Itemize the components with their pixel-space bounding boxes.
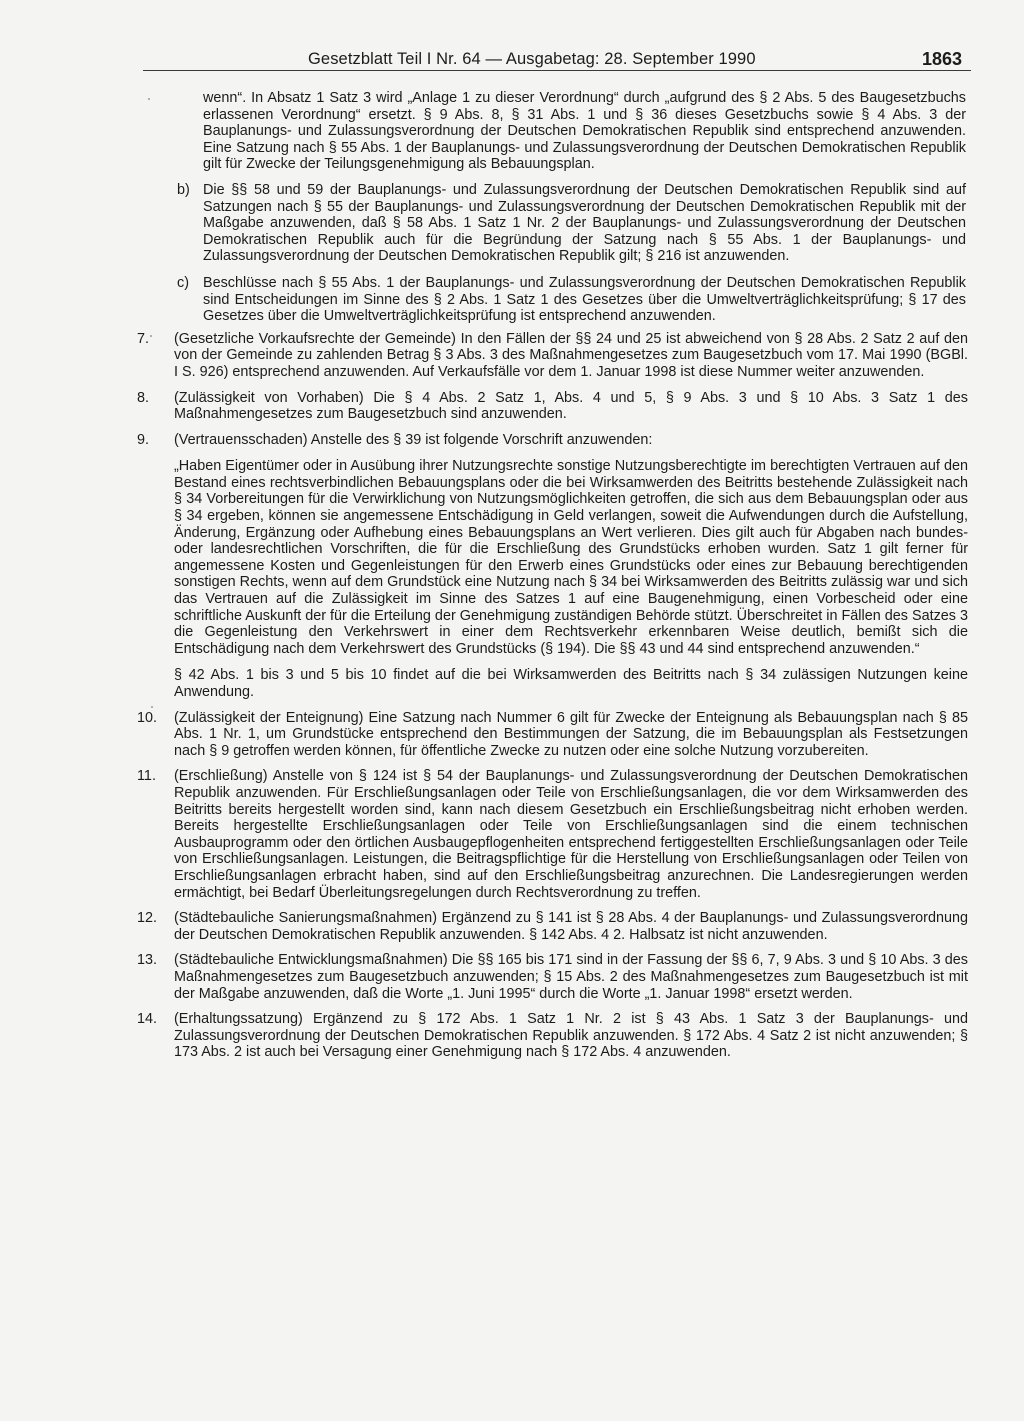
item-text: (Erhaltungssatzung) Ergänzend zu § 172 Abs. 1 Satz 1 Nr. 2 ist § 43 Abs. 1 Satz 3 der Bauplanungs- und Zulassungsverordnung der Deutschen Demokratischen Republik anzuwenden. § 172 Abs. 4 Satz 2 ist nicht anzuwenden; § 173 Abs. 2 ist auch bei Versagung einer Genehmigung nach § 172 Abs. 4 anzuwenden. bbox=[174, 1011, 968, 1061]
quoted-provision: „Haben Eigentümer oder in Ausübung ihrer Nutzungsrechte sonstige Nutzungsberechtigte im berechtigten Vertrauen auf den Bestand eines rechtsverbindlichen Bebauungsplans oder die bei Wirksamwerden des Beitritts bestehende Zulässigkeit nach § 34 Vorbereitungen für die Verwirklichung von Nutzungsmöglichkeiten getroffen, die sich aus dem Bebauungsplan oder aus § 34 ergeben, können sie angemessene Entschädigung in Geld verlangen, soweit die Aufwendungen durch die Aufstellung, Änderung, Ergänzung oder Aufhebung eines Bebauungsplans an Wert verlieren. Dies gilt auch für Abgaben nach bundes- oder landesrechtlichen Vorschriften, die für die Erschließung des Grundstücks erhoben wurden. Satz 1 gilt ferner für angemessene Kosten und Gegenleistungen für den Erwerb eines Grundstücks oder eines zur Bebauung berechtigenden sonstigen Rechts, wenn auf dem Grundstück eine Nutzung nach § 34 bei Wirksamwerden des Beitritts zulässig war und sich das Vertrauen auf die Zulässigkeit im Sinne des Satzes 1 auf eine Baugenehmigung, einen Vorbescheid oder eine schriftliche Auskunft der für die Erteilung der Genehmigung zuständigen Behörde stützt. Überschreitet in Fällen des Satzes 3 die Gegenleistung den Verkehrswert in einer dem Rechtsverkehr erkennbaren Weise deutlich, bemißt sich die Entschädigung nach dem Verkehrswert des Grundstücks (§ 194). Die §§ 43 und 44 sind entsprechend anzuwenden.“ bbox=[174, 458, 968, 657]
list-item-12 bbox=[137, 910, 968, 943]
sub-item-c bbox=[177, 274, 966, 325]
list-item-9 bbox=[137, 431, 968, 701]
item-number: 12. bbox=[137, 910, 158, 927]
item-text: (Städtebauliche Sanierungsmaßnahmen) Ergänzend zu § 141 ist § 28 Abs. 4 der Bauplanungs- und Zulassungsverordnung der Deutschen Demokratischen Republik anzuwenden. § 142 Abs. 4 2. Halbsatz ist nicht anzuwenden. bbox=[174, 910, 968, 943]
item-number: 10. bbox=[137, 709, 158, 726]
item-number: 7. bbox=[137, 330, 150, 347]
item-text: (Zulässigkeit von Vorhaben) Die § 4 Abs. 2 Satz 1, Abs. 4 und 5, § 9 Abs. 3 und § 10 Abs. 3 Satz 1 des Maßnahmengesetzes zum Baugesetzbuch sind anzuwenden. bbox=[174, 389, 968, 423]
item-text: (Erschließung) Anstelle von § 124 ist § 54 der Bauplanungs- und Zulassungsverordnung der Deutschen Demokratischen Republik anzuwenden. Für Erschließungsanlagen oder Teile von Erschließungsanlagen, die vor dem Wirksamwerden des Beitritts bereits hergestellt worden sind, kann nach diesem Gesetzbuch ein Erschließungsbeitrag nicht erhoben werden. Bereits hergestellte Erschließungsanlagen oder Teile von Erschließungsanlagen sind die einem technischen Ausbauprogramm oder den örtlichen Ausbaugepflogenheiten entsprechend fertiggestellten Erschließungsanlagen oder Teile von Erschließungsanlagen. Leistungen, die Beitragspflichtige für die Herstellung von Erschließungsanlagen oder Teilen von Erschließungsanlagen erbracht haben, sind auf den Erschließungsbeitrag anzurechnen. Die Landesregierungen werden ermächtigt, bei Bedarf Überleitungsregelungen durch Rechtsverordnung zu treffen. bbox=[174, 768, 968, 901]
page-number: 1863 bbox=[922, 49, 963, 69]
sub-item-b bbox=[177, 181, 966, 265]
item-note: § 42 Abs. 1 bis 3 und 5 bis 10 findet auf die bei Wirksamwerden des Beitritts nach § 34 zulässigen Nutzungen keine Anwendung. bbox=[174, 667, 968, 700]
item-text: (Städtebauliche Entwicklungsmaßnahmen) Die §§ 165 bis 171 sind in der Fassung der §§ 6, 7, 9 Abs. 3 und § 10 Abs. 3 des Maßnahmengesetzes zum Baugesetzbuch anzuwenden; § 15 Abs. 2 des Maßnahmengesetzes zum Baugesetzbuch ist mit der Maßgabe anzuwenden, daß die Worte „1. Juni 1995“ durch die Worte „1. Januar 1998“ ersetzt werden. bbox=[174, 952, 968, 1002]
sub-item-text: Beschlüsse nach § 55 Abs. 1 der Bauplanungs- und Zulassungsverordnung der Deutschen Demokratischen Republik sind Entscheidungen im Sinne des § 2 Abs. 1 Satz 1 des Gesetzes über die Umweltverträglichkeitsprüfung; § 17 des Gesetzes über die Umweltverträglichkeitsprüfung ist entsprechend anzuwenden. bbox=[203, 274, 966, 325]
continuation-paragraph: wenn“. In Absatz 1 Satz 3 wird „Anlage 1 zu dieser Verordnung“ durch „aufgrund des § 2 Abs. 5 des Baugesetzbuchs erlassenen Verordnung“ ersetzt. § 9 Abs. 8, § 31 Abs. 1 und § 36 dieses Gesetzbuchs sowie § 4 Abs. 3 der Bauplanungs- und Zulassungsverordnung der Deutschen Demokratischen Republik sind entsprechend anzuwenden. Eine Satzung nach § 55 Abs. 1 der Bauplanungs- und Zulassungsverordnung der Deutschen Demokratischen Republik gilt für Zwecke der Teilungsgenehmigung als Bebauungsplan. bbox=[203, 90, 966, 173]
header-rule bbox=[143, 70, 971, 71]
list-item-13 bbox=[137, 952, 968, 1002]
sub-item-marker: b) bbox=[177, 181, 190, 198]
page-header bbox=[0, 44, 1024, 74]
list-item-7 bbox=[137, 330, 968, 381]
item-text: (Zulässigkeit der Enteignung) Eine Satzung nach Nummer 6 gilt für Zwecke der Enteignung als Bebauungsplan nach § 85 Abs. 1 Nr. 1, um Grundstücke entsprechend den Bestimmungen der Satzung, die im Bebauungsplan als Festsetzungen nach § 9 getroffen werden können, für öffentliche Zwecke zu nutzen oder eine solche Nutzung vorzubereiten. bbox=[174, 709, 968, 759]
item-text: (Vertrauensschaden) Anstelle des § 39 ist folgende Vorschrift anzuwenden: bbox=[174, 431, 653, 448]
item-number: 13. bbox=[137, 952, 158, 969]
item-text: (Gesetzliche Vorkaufsrechte der Gemeinde) In den Fällen der §§ 24 und 25 ist abweichend von § 28 Abs. 2 Satz 2 auf den von der Gemeinde zu zahlenden Betrag § 3 Abs. 3 des Maßnahmengesetzes zum Baugesetzbuch vom 17. Mai 1990 (BGBl. I S. 926) entsprechend anzuwenden. Auf Verkaufsfälle vor dem 1. Januar 1998 ist diese Nummer weiter anzuwenden. bbox=[174, 330, 968, 380]
list-item-10 bbox=[137, 709, 968, 760]
list-item-11 bbox=[137, 768, 968, 901]
sub-item-text: Die §§ 58 und 59 der Bauplanungs- und Zulassungsverordnung der Deutschen Demokratischen Republik sind auf Satzungen nach § 55 der Bauplanungs- und Zulassungsverordnung der Deutschen Demokratischen Republik mit der Maßgabe anzuwenden, daß § 58 Abs. 1 Satz 1 Nr. 2 der Bauplanungs- und Zulassungsverordnung der Deutschen Demokratischen Republik auch für die Begründung der Satzung nach § 55 Abs. 1 der Bauplanungs- und Zulassungsverordnung der Deutschen Demokratischen Republik gilt; § 216 ist anzuwenden. bbox=[203, 181, 966, 265]
item-number: 11. bbox=[137, 768, 156, 785]
item-number: 14. bbox=[137, 1011, 158, 1028]
item-number: 9. bbox=[137, 431, 150, 448]
running-title: Gesetzblatt Teil I Nr. 64 — Ausgabetag: 28. September 1990 bbox=[308, 50, 756, 68]
sub-item-marker: c) bbox=[177, 274, 189, 291]
list-item-14 bbox=[137, 1011, 968, 1061]
document-body bbox=[0, 90, 1024, 1061]
list-item-8 bbox=[137, 389, 968, 423]
item-number: 8. bbox=[137, 389, 150, 406]
